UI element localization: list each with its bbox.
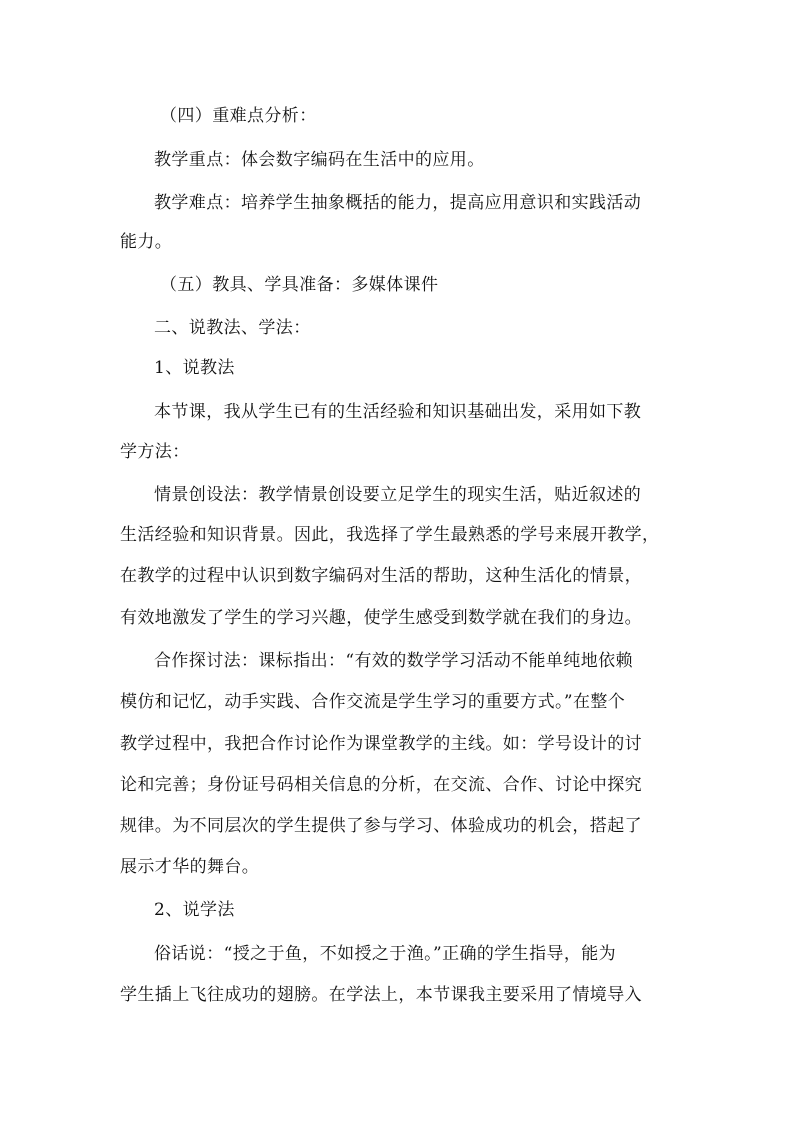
paragraph-line: 论和完善；身份证号码相关信息的分析，在交流、合作、讨论中探究	[120, 775, 642, 795]
subheading-learning-method: 2、说学法	[154, 900, 235, 920]
paragraph-line: 学方法：	[120, 442, 190, 462]
heading-materials: （五）教具、学具准备：多媒体课件	[160, 275, 439, 295]
subheading-teaching-method: 1、说教法	[154, 358, 235, 378]
paragraph-line: 俗话说：“授之于鱼，不如授之于渔。”正确的学生指导，能为	[154, 944, 617, 964]
paragraph-line: 合作探讨法：课标指出：“有效的数学学习活动不能单纯地依赖	[154, 651, 633, 671]
heading-key-points: （四）重难点分析：	[160, 106, 317, 126]
paragraph-line: 展示才华的舞台。	[120, 857, 260, 877]
paragraph-line: 教学重点：体会数字编码在生活中的应用。	[154, 150, 485, 170]
paragraph-line: 情景创设法：教学情景创设要立足学生的现实生活，贴近叙述的	[154, 485, 642, 505]
paragraph-line: 有效地激发了学生的学习兴趣，使学生感受到数学就在我们的身边。	[120, 608, 642, 628]
paragraph-line: 能力。	[120, 232, 173, 252]
paragraph-line: 在教学的过程中认识到数字编码对生活的帮助，这种生活化的情景，	[120, 566, 642, 586]
paragraph-line: 教学过程中，我把合作讨论作为课堂教学的主线。如：学号设计的讨	[120, 734, 642, 754]
paragraph-line: 生活经验和知识背景。因此，我选择了学生最熟悉的学号来展开教学，	[120, 525, 660, 545]
paragraph-line: 模仿和记忆，动手实践、合作交流是学生学习的重要方式。”在整个	[120, 692, 626, 712]
paragraph-line: 规律。为不同层次的学生提供了参与学习、体验成功的机会，搭起了	[120, 816, 642, 836]
heading-methods: 二、说教法、学法：	[154, 318, 311, 338]
paragraph-line: 学生插上飞往成功的翅膀。在学法上，本节课我主要采用了情境导入	[120, 985, 642, 1005]
paragraph-line: 本节课，我从学生已有的生活经验和知识基础出发，采用如下教	[154, 402, 642, 422]
paragraph-line: 教学难点：培养学生抽象概括的能力，提高应用意识和实践活动	[154, 193, 642, 213]
